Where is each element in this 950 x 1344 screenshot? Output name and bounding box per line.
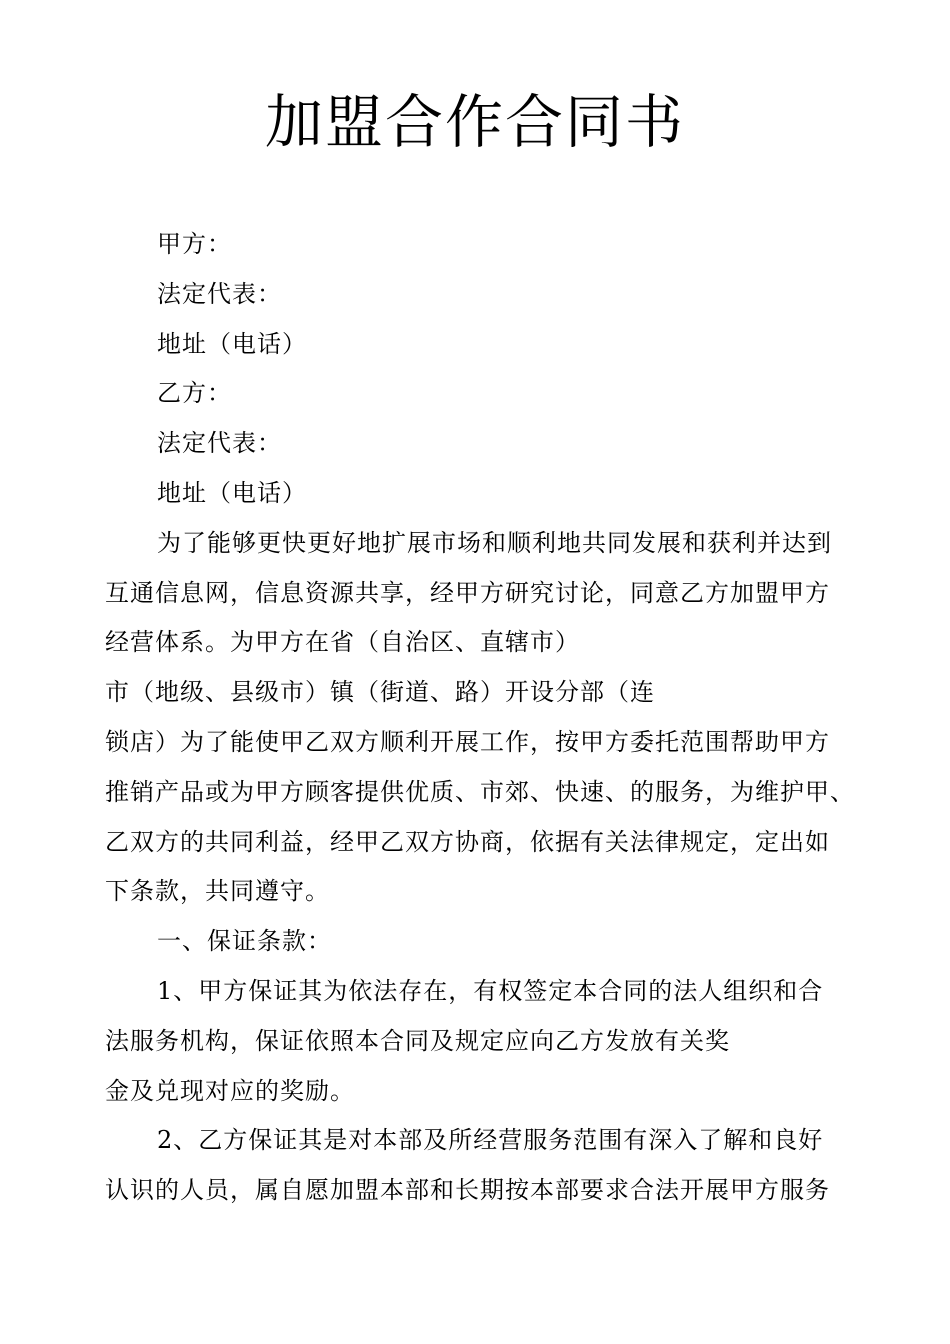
text-line: 乙方：: [157, 379, 232, 408]
text-line: 乙双方的共同利益，经甲乙双方协商，依据有关法律规定，定出如: [105, 827, 830, 856]
text-line: 经营体系。为甲方在省（自治区、直辖市）: [105, 628, 580, 657]
text-line: 互通信息网，信息资源共享，经甲方研究讨论，同意乙方加盟甲方: [105, 578, 830, 607]
text-line: 下条款，共同遵守。: [105, 877, 330, 906]
text-line: 2、乙方保证其是对本部及所经营服务范围有深入了解和良好: [157, 1126, 824, 1155]
document-title: 加盟合作合同书: [264, 88, 685, 156]
text-line: 金及兑现对应的奖励。: [105, 1076, 355, 1105]
text-line: 锁店）为了能使甲乙双方顺利开展工作，按甲方委托范围帮助甲方: [105, 727, 830, 756]
text-line: 法定代表：: [157, 429, 282, 458]
text-line: 地址（电话）: [157, 329, 307, 358]
document-body: [105, 220, 885, 1216]
text-line: 认识的人员，属自愿加盟本部和长期按本部要求合法开展甲方服务: [105, 1176, 830, 1205]
text-line: 甲方：: [157, 230, 232, 258]
text-line: 法服务机构，保证依照本合同及规定应向乙方发放有关奖: [105, 1026, 730, 1055]
text-line: 市（地级、县级市）镇（街道、路）开设分部（连: [105, 678, 655, 707]
text-line: 法定代表：: [157, 279, 282, 308]
text-line: 为了能够更快更好地扩展市场和顺利地共同发展和获利并达到: [157, 528, 832, 557]
text-line: 1、甲方保证其为依法存在，有权签定本合同的法人组织和合: [157, 976, 824, 1005]
text-line: 推销产品或为甲方顾客提供优质、市郊、快速、的服务，为维护甲、: [105, 777, 855, 806]
text-line: 一、保证条款：: [157, 927, 332, 956]
text-line: 地址（电话）: [157, 478, 307, 507]
